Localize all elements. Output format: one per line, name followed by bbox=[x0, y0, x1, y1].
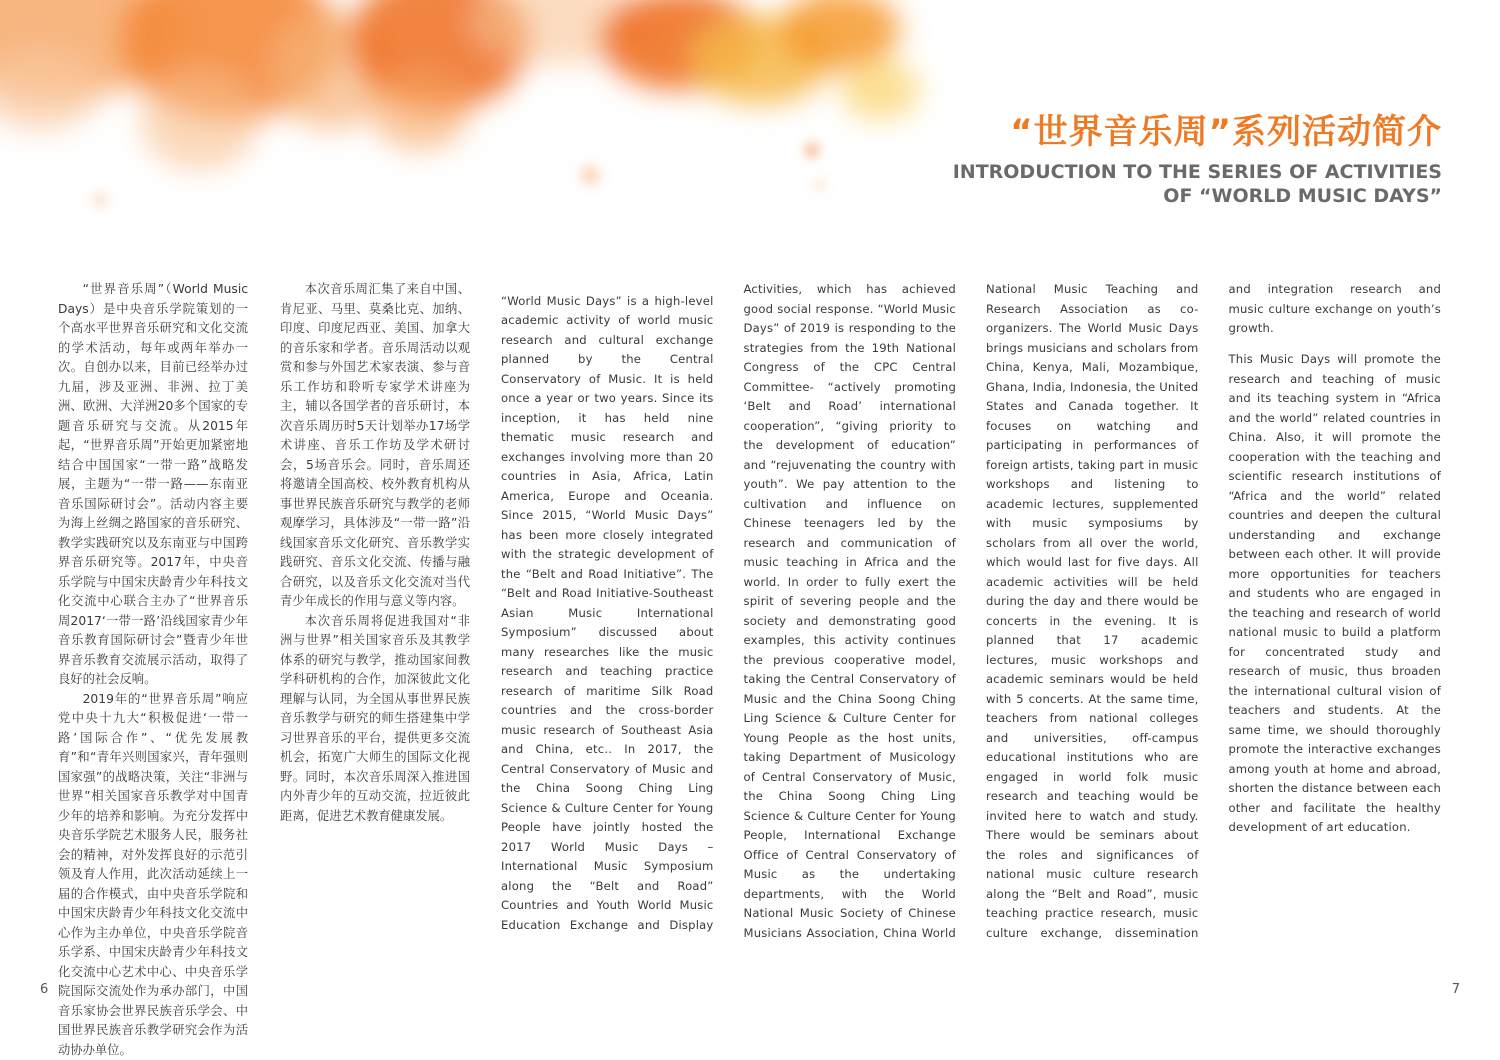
en-flow-wrapper bbox=[501, 280, 1441, 950]
en-paragraph-main: “World Music Days” is a high-level academic activity of world music research and cultural exchange planned by the Central Conservatory of Music. It is held once a year or two years. Since its inception, it has held nine thematic music research and exchanges involving more than 20 countries in Asia, Africa, Latin America, Europe and Oceania. Since 2015, “World Music Days” has been more closely integrated with the strategic development of the “Belt and Road Initiative”. The “Belt and Road Initiative-Southeast Asian Music International Symposium” discussed about many researches like the music research and teaching practice research of maritime Silk Road countries and the cross-border music research of Southeast Asia and China, etc.. In 2017, the Central Conservatory of Music and the China Soong Ching Ling Science & Culture Center for Young People have jointly hosted the 2017 World Music Days – International Music Symposium along the “Belt and Road” Countries and Youth World Music Education Exchange and Display Activities, which has achieved good social response. “World Music Days” of 2019 is responding to the strategies from the 19th National Congress of the CPC Central Committee- “actively promoting ‘Belt and Road’ international cooperation”, “giving priority to the development of education” and “rejuvenating the country with youth”. We pay attention to the cultivation and influence on Chinese teenagers led by the research and communication of music teaching in Africa and the world. In order to fully exert the spirit of severing people and the society and demonstrating good examples, this activity continues the previous cooperative model, taking the Central Conservatory of Music and the China Soong Ching Ling Science & Culture Center for Young People as the host units, taking Department of Musicology of Central Conservatory of Music, the China Soong Ching Ling Science & Culture Center for Young People, International Exchange Office of Central Conservatory of Music as the undertaking departments, with the World National Music Society of Chinese Musicians Association, China World National Music Teaching and Research Association as co-organizers. The World Music Days brings musicians and scholars from China, Kenya, Mali, Mozambique, Ghana, India, Indonesia, the United States and Canada together. It focuses on watching and participating in performances of foreign artists, taking part in music workshops and listening to academic lectures, supplemented with music symposiums by scholars from all over the world, which would last for five days. All academic activities will be held during the day and there would be concerts in the evening. It is planned that 17 academic lectures, music workshops and academic seminars would be held with 5 concerts. At the same time, teachers from national colleges and universities, off-campus educational institutions who are engaged in world folk music research and teaching would be invited here to watch and study. There would be seminars about the roles and significances of national music culture research along the “Belt and Road”, music teaching practice research, music culture exchange, dissemination and integration research and music culture exchange on youth’s growth. bbox=[501, 280, 1441, 945]
page-title-en-line1: INTRODUCTION TO THE SERIES OF ACTIVITIES bbox=[953, 160, 1442, 184]
cn-column-2 bbox=[280, 280, 470, 826]
en-paragraph-last: This Music Days will promote the research and teaching of music and its teaching system in “Africa and the world” related countries in China. Also, it will promote the cooperation with the teaching and scientific research institutions of “Africa and the world” related countries and deepen the cultural understanding and exchange between each other. It will provide more opportunities for teachers and students who are engaged in the teaching and research of world national music to build a platform for concentrated study and research of music, thus broaden the international cultural vision of teachers and students. At the same time, we should thoroughly promote the interactive exchanges among youth at home and abroad, shorten the distance between each other and facilitate the healthy development of art education. bbox=[1229, 350, 1442, 838]
cn-paragraph-3: 本次音乐周汇集了来自中国、肯尼亚、马里、莫桑比克、加纳、印度、印度尼西亚、美国、加拿大的音乐家和学者。音乐周活动以观赏和参与外国艺术家表演、参与音乐工作坊和聆听专家学术讲座为主，辅以各国学者的音乐研讨，本次音乐周历时5天计划举办17场学术讲座、音乐工作坊及学术研讨会，5场音乐会。同时，音乐周还将邀请全国高校、校外教育机构从事世界民族音乐研究与教学的老师观摩学习，具体涉及“一带一路”沿线国家音乐文化研究、音乐教学实践研究、音乐文化交流、传播与融合研究，以及音乐文化交流对当代青少年成长的作用与意义等内容。 bbox=[280, 280, 470, 612]
page-title-en bbox=[953, 160, 1442, 208]
cn-paragraph-4: 本次音乐周将促进我国对“非洲与世界”相关国家音乐及其教学体系的研究与教学，推动国家间教学科研机构的合作，加深彼此文化理解与认同，为全国从事世界民族音乐教学与研究的师生搭建集中学习世界音乐的平台，提供更多交流机会，拓宽广大师生的国际文化视野。同时，本次音乐周深入推进国内外青少年的互动交流，拉近彼此距离，促进艺术教育健康发展。 bbox=[280, 612, 470, 827]
watercolor-splash-decoration bbox=[0, 0, 960, 260]
page-title-cn: “世界音乐周”系列活动简介 bbox=[1010, 104, 1442, 153]
page-number-left: 6 bbox=[40, 982, 48, 997]
en-flow-text bbox=[501, 280, 1441, 945]
cn-column-1 bbox=[58, 280, 248, 960]
cn-paragraph-2: 2019年的“世界音乐周”响应党中央十九大“积极促进‘一带一路’国际合作”、“优先发展教育”和“青年兴则国家兴，青年强则国家强”的战略决策，关注“非洲与世界”相关国家音乐教学对中国青少年的培养和影响。为充分发挥中央音乐学院艺术服务人民，服务社会的精神，对外发挥良好的示范引领及育人作用，此次活动延续上一届的合作模式，由中央音乐学院和中国宋庆龄青少年科技文化交流中心作为主办单位，中央音乐学院音乐学系、中国宋庆龄青少年科技文化交流中心艺术中心、中央音乐学院国际交流处作为承办部门，中国音乐家协会世界民族音乐学会、中国世界民族音乐教学研究会作为活动协办单位。 bbox=[58, 690, 248, 1060]
page-title-en-line2: OF “WORLD MUSIC DAYS” bbox=[953, 184, 1442, 208]
cn-paragraph-1: “世界音乐周”（World Music Days）是中央音乐学院策划的一个高水平世界音乐研究和文化交流的学术活动，每年或两年举办一次。自创办以来，目前已经举办过九届，涉及亚洲、非洲、拉丁美洲、欧洲、大洋洲20多个国家的专题音乐研究与交流。从2015年起，“世界音乐周”开始更加紧密地结合中国国家“一带一路”战略发展，主题为“一带一路——东南亚音乐国际研讨会”。活动内容主要为海上丝绸之路国家的音乐研究、教学实践研究以及东南亚与中国跨界音乐研究等。2017年，中央音乐学院与中国宋庆龄青少年科技文化交流中心联合主办了“世界音乐周2017‘一带一路’沿线国家青少年音乐教育国际研讨会”暨青少年世界音乐教育交流展示活动，取得了良好的社会反响。 bbox=[58, 280, 248, 690]
page-number-right: 7 bbox=[1452, 982, 1460, 997]
